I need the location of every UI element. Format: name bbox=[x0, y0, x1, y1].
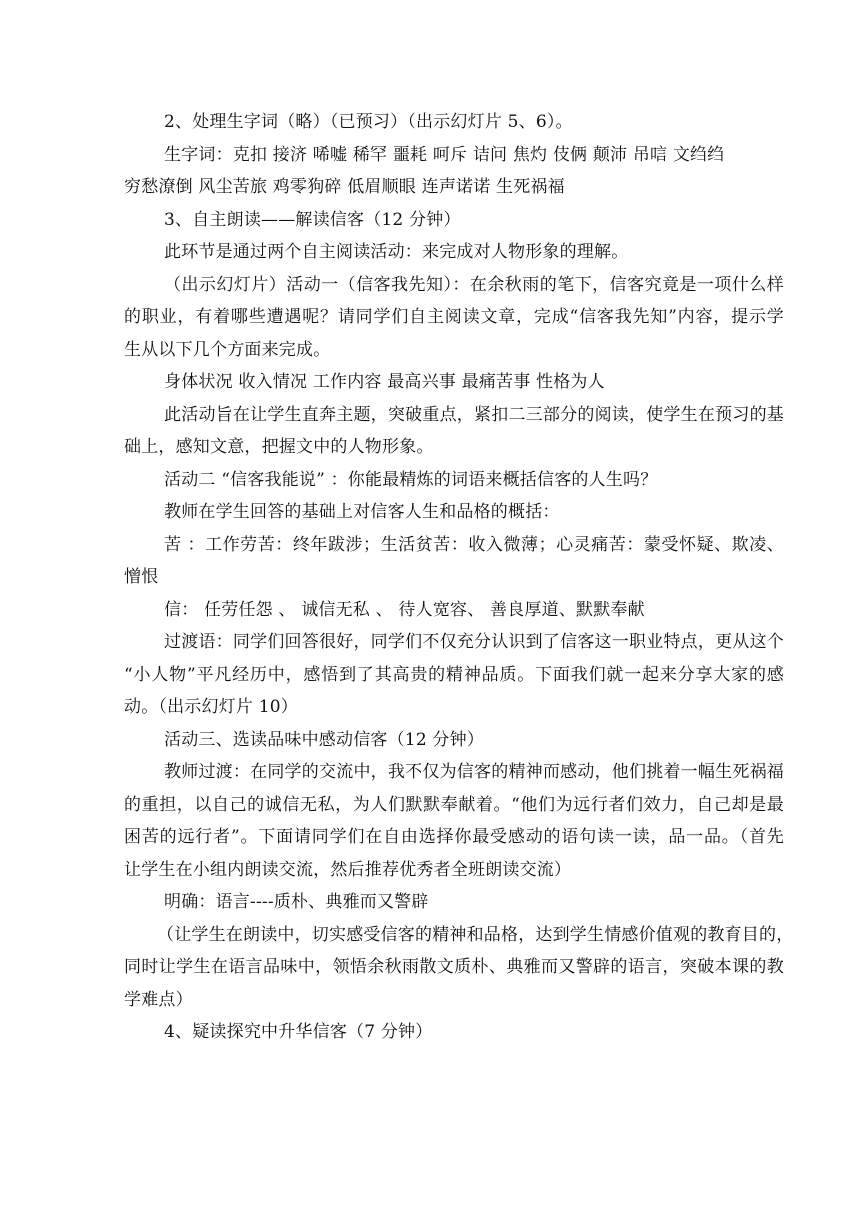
activity-1-purpose-line-1: 此活动旨在让学生直奔主题，突破重点，紧扣二三部分的阅读，使学生在预习的基 bbox=[164, 404, 784, 425]
activity-1-line-1: （出示幻灯片）活动一（信客我先知）：在余秋雨的笔下，信客究竟是一项什么样 bbox=[164, 274, 784, 295]
activity-1-line-3: 生从以下几个方面来完成。 bbox=[124, 339, 331, 360]
activity-1-aspects: 身体状况 收入情况 工作内容 最高兴事 最痛苦事 性格为人 bbox=[164, 372, 605, 392]
note-line-1: （让学生在朗读中，切实感受信客的精神和品格，达到学生情感价值观的教育目的， bbox=[157, 924, 794, 945]
transition-line-2: “小人物”平凡经历中，感悟到了其高贵的精神品质。下面我们就一起来分享大家的感 bbox=[124, 664, 784, 685]
summary-xin: 信： 任劳任怨 、 诚信无私 、 待人宽容、 善良厚道、默默奉献 bbox=[164, 599, 645, 620]
teacher-transition-line-4: 让学生在小组内朗读交流，然后推荐优秀者全班朗读交流） bbox=[124, 859, 572, 880]
summary-ku-line-2: 憎恨 bbox=[124, 567, 159, 587]
vocabulary-line-1: 生字词：克扣 接济 唏嘘 稀罕 噩耗 呵斥 诘问 焦灼 伎俩 颠沛 吊唁 文绉绉 bbox=[164, 144, 725, 165]
activity-1-purpose-line-2: 础上，感知文意，把握文中的人物形象。 bbox=[124, 437, 434, 457]
teacher-transition-line-1: 教师过渡：在同学的交流中，我不仅为信客的精神而感动，他们挑着一幅生死祸福 bbox=[164, 762, 784, 782]
activity-2-heading: 活动二 “信客我能说” ：你能最精炼的词语来概括信客的人生吗？ bbox=[164, 469, 658, 490]
step-3-heading: 3、自主朗读——解读信客（12 分钟） bbox=[164, 209, 461, 230]
transition-line-3: 动。（出示幻灯片 10） bbox=[124, 697, 298, 717]
step-4-heading: 4、疑读探究中升华信客（7 分钟） bbox=[164, 1022, 433, 1042]
teacher-transition-line-3: 困苦的远行者”。下面请同学们在自由选择你最受感动的语句读一读，品一品。（首先 bbox=[124, 827, 784, 847]
note-line-2: 同时让学生在语言品味中，领悟余秋雨散文质朴、典雅而又警辟的语言，突破本课的教 bbox=[124, 957, 784, 977]
teacher-transition-line-2: 的重担，以自己的诚信无私，为人们默默奉献着。“他们为远行者们效力，自己却是最 bbox=[124, 794, 784, 815]
activity-3-heading: 活动三、选读品味中感动信客（12 分钟） bbox=[164, 729, 485, 750]
transition-line-1: 过渡语：同学们回答很好，同学们不仅充分认识到了信客这一职业特点，更从这个 bbox=[164, 632, 784, 652]
clarification-language: 明确：语言----质朴、典雅而又警辟 bbox=[164, 892, 429, 912]
teacher-summary-intro: 教师在学生回答的基础上对信客人生和品格的概括： bbox=[164, 502, 560, 522]
step-2-heading: 2、处理生字词（略）（已预习）（出示幻灯片 5、6）。 bbox=[164, 112, 573, 132]
document-body bbox=[124, 106, 794, 1049]
summary-ku-line-1: 苦 ：工作劳苦：终年跋涉；生活贫苦：收入微薄；心灵痛苦：蒙受怀疑、欺凌、 bbox=[164, 534, 784, 555]
note-line-3: 学难点） bbox=[124, 989, 193, 1010]
paragraph-intro: 此环节是通过两个自主阅读活动：来完成对人物形象的理解。 bbox=[164, 242, 629, 262]
activity-1-line-2: 的职业，有着哪些遭遇呢？请同学们自主阅读文章，完成“信客我先知”内容，提示学 bbox=[124, 307, 784, 327]
vocabulary-line-2: 穷愁潦倒 风尘苦旅 鸡零狗碎 低眉顺眼 连声诺诺 生死祸福 bbox=[124, 177, 565, 197]
